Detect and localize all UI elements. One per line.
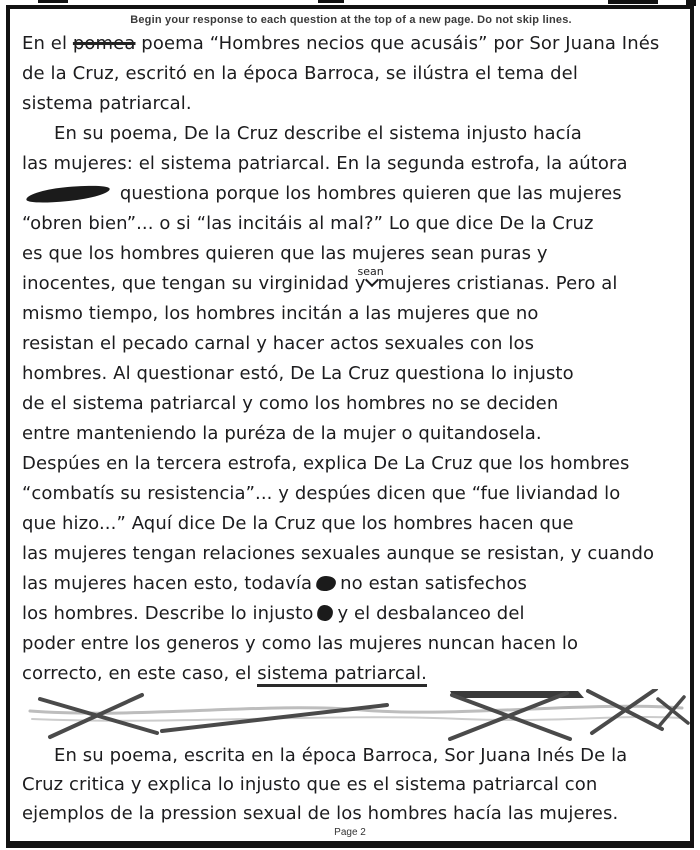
handwritten-text: poder entre los generos y como las mujeres nuncan hacen lo	[22, 633, 579, 654]
handwritten-line	[22, 209, 680, 239]
handwritten-line	[22, 479, 680, 509]
handwritten-text: sistema patriarcal.	[22, 93, 192, 114]
crossout-scribble-graphic	[22, 689, 690, 741]
handwritten-text: Cruz critica y explica lo injusto que es el sistema patriarcal con	[22, 774, 598, 795]
handwritten-line	[22, 29, 680, 59]
handwritten-line	[22, 329, 680, 359]
handwritten-text: En su poema, escrita en la época Barroca, Sor Juana Inés De la	[54, 745, 628, 766]
page-number: Page 2	[334, 827, 366, 838]
handwritten-text: las mujeres hacen esto, todavía	[22, 573, 313, 594]
ink-scribble-blot	[317, 604, 335, 622]
handwritten-line	[22, 179, 680, 209]
handwritten-line	[22, 799, 680, 828]
handwritten-line	[22, 265, 680, 299]
handwritten-text: ejemplos de la pression sexual de los hombres hacía las mujeres.	[22, 803, 619, 824]
handwritten-line	[22, 419, 680, 449]
scan-artifact	[608, 0, 658, 4]
scan-artifact	[318, 0, 344, 3]
handwritten-line	[22, 359, 680, 389]
handwritten-line	[22, 299, 680, 329]
handwritten-text: las mujeres: el sistema patriarcal. En la segunda estrofa, la aútora	[22, 153, 628, 174]
handwritten-text: y el desbalanceo del	[337, 603, 525, 624]
handwritten-text: hombres. Al questionar estó, De La Cruz questiona lo injusto	[22, 363, 574, 384]
handwritten-text: “combatís su resistencia”... y despúes dicen que “fue liviandad lo	[22, 483, 621, 504]
handwritten-line	[22, 449, 680, 479]
handwritten-line	[22, 89, 680, 119]
handwritten-line	[22, 539, 680, 569]
handwritten-text: que hizo...” Aquí dice De la Cruz que los hombres hacen que	[22, 513, 574, 534]
inserted-word	[357, 265, 384, 289]
handwritten-line	[22, 659, 680, 689]
handwritten-text: correcto, en este caso, el	[22, 663, 258, 684]
handwritten-line	[22, 770, 680, 799]
handwritten-text: las mujeres tengan relaciones sexuales aunque se resistan, y cuando	[22, 543, 655, 564]
handwritten-text: es que los hombres quieren que las mujeres sean puras y	[22, 243, 548, 264]
instruction-header: Begin your response to each question at the top of a new page. Do not skip lines.	[130, 14, 572, 26]
handwritten-text: no estan satisfechos	[340, 573, 527, 594]
handwritten-text: “obren bien”... o si “las incitáis al mal?” Lo que dice De la Cruz	[22, 213, 594, 234]
ink-scribble-blot	[25, 183, 110, 206]
essay-body-paragraphs	[22, 29, 680, 689]
inserted-word-text: sean	[357, 265, 384, 278]
handwritten-line	[22, 741, 680, 770]
handwritten-line	[22, 149, 680, 179]
response-sheet	[6, 5, 694, 845]
handwritten-text: de el sistema patriarcal y como los hombres no se deciden	[22, 393, 559, 414]
handwritten-text: entre manteniendo la puréza de la mujer o quitandosela.	[22, 423, 542, 444]
handwritten-text: mismo tiempo, los hombres incitán a las mujeres que no	[22, 303, 539, 324]
handwritten-text: mujeres cristianas. Pero al	[377, 273, 618, 294]
handwritten-text: los hombres. Describe lo injusto	[22, 603, 314, 624]
handwritten-text: poema “Hombres necios que acusáis” por Sor Juana Inés	[135, 33, 660, 54]
handwritten-text: En el	[22, 33, 73, 54]
handwritten-text: questiona porque los hombres quieren que las mujeres	[114, 183, 622, 204]
handwritten-line	[22, 59, 680, 89]
handwritten-line	[22, 509, 680, 539]
handwritten-line	[22, 239, 680, 269]
handwritten-text: resistan el pecado carnal y hacer actos sexuales con los	[22, 333, 535, 354]
underlined-text: sistema patriarcal.	[257, 663, 427, 687]
handwritten-line	[22, 569, 680, 599]
handwritten-line	[22, 599, 680, 629]
crossed-out-line	[22, 689, 690, 741]
handwritten-line	[22, 389, 680, 419]
essay-final-paragraph	[22, 741, 680, 828]
handwritten-text: Despúes en la tercera estrofa, explica De La Cruz que los hombres	[22, 453, 630, 474]
handwritten-text: inocentes, que tengan su virginidad y	[22, 273, 366, 294]
handwritten-line	[22, 629, 680, 659]
handwritten-text: En su poema, De la Cruz describe el sistema injusto hacía	[54, 123, 582, 144]
scan-artifact	[38, 0, 68, 3]
ink-scribble-blot	[315, 575, 336, 592]
handwritten-text: de la Cruz, escritó en la época Barroca, se ilústra el tema del	[22, 63, 578, 84]
handwritten-line	[22, 119, 680, 149]
crossed-out-word: pomea	[72, 33, 136, 54]
